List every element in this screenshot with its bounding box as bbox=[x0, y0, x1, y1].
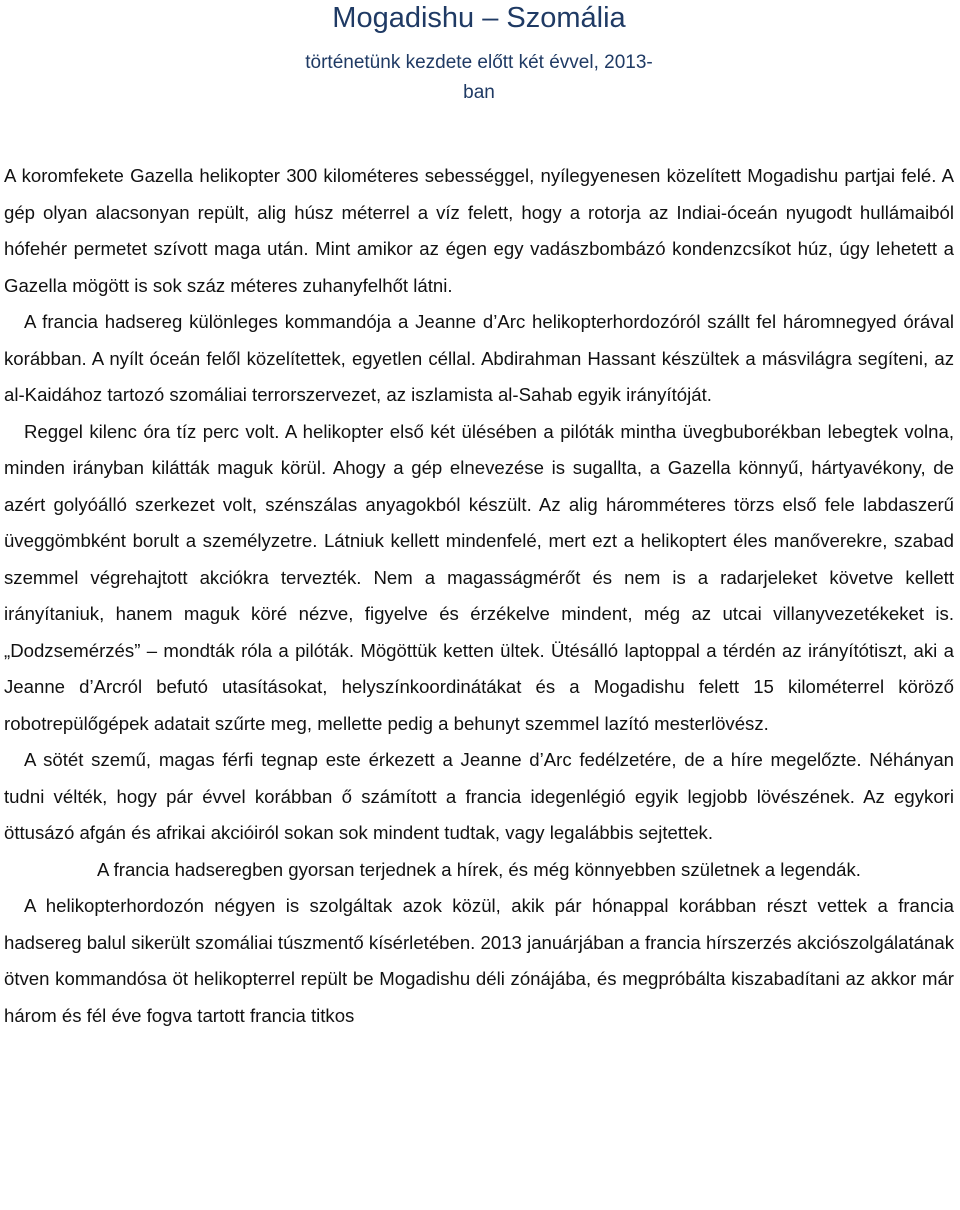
paragraph-1: A koromfekete Gazella helikopter 300 kilométeres sebességgel, nyílegyenesen közelített Mogadishu partjai felé. A gép olyan alacsonyan repült, alig húsz méterrel a víz felett, hogy a rotorja az Indiai-óceán nyugodt hullámaiból hófehér permetet szívott maga után. Mint amikor az égen egy vadászbombázó kondenzcsíkot húz, úgy lehetett a Gazella mögött is sok száz méteres zuhanyfelhőt látni. bbox=[4, 165, 954, 296]
paragraph-5: A francia hadseregben gyorsan terjednek a hírek, és még könnyebben születnek a legendák. bbox=[97, 858, 861, 880]
subtitle-line-1: történetünk kezdete előtt két évvel, 2013- bbox=[305, 52, 653, 73]
document-title: Mogadishu – Szomália bbox=[332, 2, 626, 34]
subtitle-line-2: ban bbox=[463, 82, 495, 103]
document-subtitle bbox=[4, 48, 954, 108]
paragraph-6: A helikopterhordozón négyen is szolgáltak azok közül, akik pár hónappal korábban részt vettek a francia hadsereg balul sikerült szomáliai túszmentő kísérletében. 2013 januárjában a francia hírszerzés akciószolgálatának ötven kommandósa öt helikopterrel repült be Mogadishu déli zónájába, és megpróbálta kiszabadítani az akkor már három és fél éve fogva tartott francia titkos bbox=[4, 895, 954, 1026]
paragraph-2: A francia hadsereg különleges kommandója a Jeanne d’Arc helikopterhordozóról szállt fel háromnegyed órával korábban. A nyílt óceán felől közelítettek, egyetlen céllal. Abdirahman Hassant készültek a másvilágra segíteni, az al-Kaidához tartozó szomáliai terrorszervezet, az iszlamista al-Sahab egyik irányítóját. bbox=[4, 311, 954, 405]
paragraph-3: Reggel kilenc óra tíz perc volt. A helikopter első két ülésében a pilóták mintha üvegbuborékban lebegtek volna, minden irányban kilátták maguk körül. Ahogy a gép elnevezése is sugallta, a Gazella könnyű, hártyavékony, de azért golyóálló szerkezet volt, szénszálas anyagokból készült. Az alig háromméteres törzs első fele labdaszerű üveggömbként borult a személyzetre. Látniuk kellett mindenfelé, mert ezt a helikoptert éles manőverekre, szabad szemmel végrehajtott akciókra tervezték. Nem a magasságmérőt és nem is a radarjeleket követve kellett irányítaniuk, hanem maguk köré nézve, figyelve és érzékelve mindent, még az utcai villanyvezetékeket is. „Dodzsemérzés” – mondták róla a pilóták. Mögöttük ketten ültek. Ütésálló laptoppal a térdén az irányítótiszt, aki a Jeanne d’Arcról befutó utasításokat, helyszínkoordinátákat és a Mogadishu felett 15 kilométerrel köröző robotrepülőgépek adatait szűrte meg, mellette pedig a behunyt szemmel lazító mesterlövész. bbox=[4, 420, 954, 734]
paragraph-4: A sötét szemű, magas férfi tegnap este érkezett a Jeanne d’Arc fedélzetére, de a híre megelőzte. Néhányan tudni vélték, hogy pár évvel korábban ő számított a francia idegenlégió egyik legjobb lövészének. Az egykori öttusázó afgán és afrikai akcióiról sokan sok mindent tudtak, vagy legalábbis sejtettek. bbox=[4, 749, 954, 843]
document-body bbox=[4, 158, 954, 1034]
